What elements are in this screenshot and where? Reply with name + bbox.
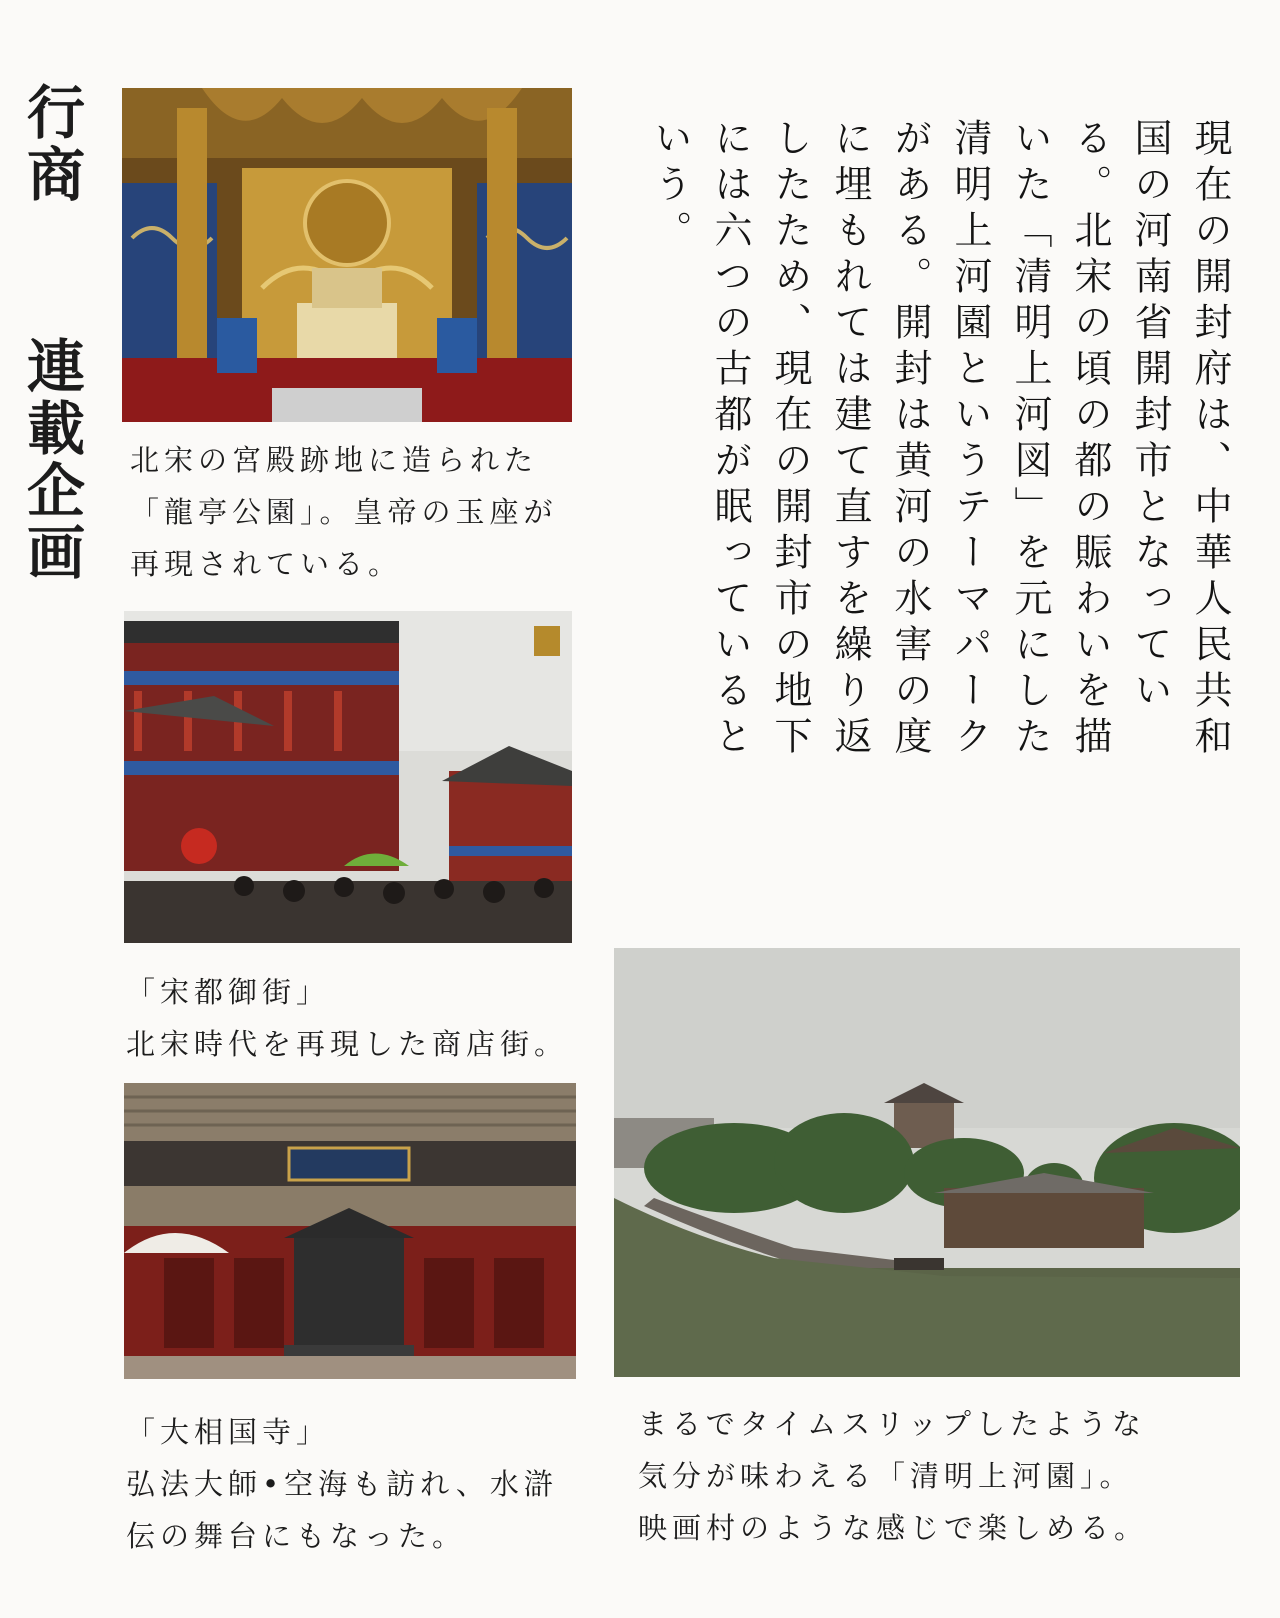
temple-caption: 「大相国寺」 弘法大師•空海も訪れ、水滸 伝の舞台にもなった。 bbox=[126, 1415, 558, 1553]
shopping-street-photo bbox=[124, 611, 572, 943]
riverside-park-caption: まるでタイムスリップしたような 気分が味わえる「清明上河園」。 映画村のような感じで楽しめる。 bbox=[638, 1407, 1149, 1545]
series-title-part1: 行商 bbox=[17, 82, 85, 206]
throne-hall-photo bbox=[122, 88, 572, 422]
temple-photo bbox=[124, 1083, 576, 1379]
series-title bbox=[17, 82, 85, 622]
article-body: 現在の開封府は、中華人民共和国の河南省開封市となっている。北宋の頃の都の賑わいを描いた「清明上河図」を元にした清明上河園というテーマパークがある。開封は黄河の水害の度に埋もれては建て直すを繰り返したため、現在の開封市の地下には六つの古都が眠っているという。 bbox=[648, 118, 1232, 762]
series-title-part2: 連載企画 bbox=[17, 336, 85, 584]
riverside-park-photo bbox=[614, 948, 1240, 1377]
shopping-street-caption: 「宋都御街」 北宋時代を再現した商店街。 bbox=[126, 975, 569, 1061]
throne-hall-caption: 北宋の宮殿跡地に造られた 「龍亭公園」。皇帝の玉座が 再現されている。 bbox=[130, 443, 558, 581]
